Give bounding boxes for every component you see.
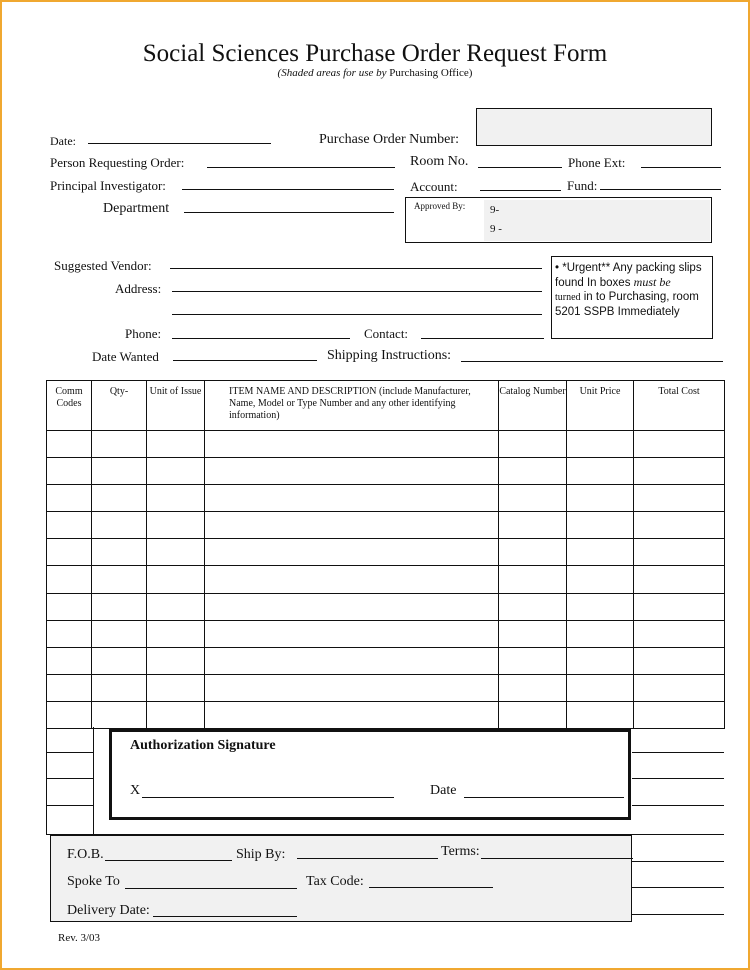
table-row [47,620,725,647]
table-row [47,674,725,701]
lower-row-line [632,778,724,779]
table-cell[interactable] [567,620,634,647]
suggested-vendor-label: Suggested Vendor: [54,258,152,273]
table-row [47,458,725,485]
department-field[interactable] [184,212,394,213]
table-cell[interactable] [92,566,147,593]
approved-by-shade[interactable] [484,200,710,241]
table-cell[interactable] [47,701,92,728]
table-cell[interactable] [499,593,567,620]
table-cell[interactable] [147,458,205,485]
signature-field[interactable] [142,797,394,798]
shipping-instructions-label: Shipping Instructions: [327,348,452,363]
col-unit-price: Unit Price [567,381,634,431]
terms-field[interactable] [481,858,633,859]
table-cell[interactable] [147,566,205,593]
table-row [47,593,725,620]
table-cell[interactable] [634,458,725,485]
lower-row-line [632,914,724,915]
table-cell[interactable] [634,431,725,458]
signature-x-label: X [130,783,141,798]
table-row [47,701,725,728]
table-cell[interactable] [92,431,147,458]
fund-field[interactable] [600,189,721,190]
table-cell[interactable] [92,647,147,674]
table-cell[interactable] [499,620,567,647]
table-cell[interactable] [147,674,205,701]
urgent-line-2b: must be [633,275,671,289]
table-cell[interactable] [205,431,499,458]
table-cell[interactable] [147,647,205,674]
table-cell[interactable] [47,512,92,539]
table-cell[interactable] [92,539,147,566]
form-subtitle [0,67,750,79]
signature-date-label: Date [430,783,457,798]
lower-row-line [47,752,93,753]
table-cell[interactable] [634,539,725,566]
table-cell[interactable] [567,431,634,458]
table-cell[interactable] [634,647,725,674]
urgent-line-2 [555,275,709,290]
date-wanted-label: Date Wanted [92,349,159,364]
lower-row-line [632,752,724,753]
table-cell[interactable] [499,539,567,566]
table-cell[interactable] [567,701,634,728]
table-cell[interactable] [634,674,725,701]
col-total-cost: Total Cost [634,381,725,431]
table-cell[interactable] [567,647,634,674]
table-cell[interactable] [147,593,205,620]
table-row [47,512,725,539]
lower-row-line [632,834,724,835]
table-cell[interactable] [205,566,499,593]
phone-field[interactable] [172,338,350,339]
person-requesting-label: Person Requesting Order: [50,155,185,170]
authorization-box [109,729,631,820]
table-cell[interactable] [634,485,725,512]
table-cell[interactable] [205,539,499,566]
authorization-title: Authorization Signature [130,738,276,753]
department-label: Department [103,201,170,216]
terms-label: Terms: [441,844,480,859]
address-field-2[interactable] [172,314,542,315]
table-cell[interactable] [567,593,634,620]
table-cell[interactable] [205,593,499,620]
subtitle-italic: (Shaded areas for use by [277,67,387,79]
table-cell[interactable] [47,458,92,485]
table-cell[interactable] [499,701,567,728]
table-cell[interactable] [567,512,634,539]
fob-label: F.O.B. [67,847,104,862]
table-cell[interactable] [47,647,92,674]
table-cell[interactable] [499,485,567,512]
table-cell[interactable] [92,512,147,539]
urgent-line-3 [555,290,709,305]
approved-by-label: Approved By: [414,201,466,211]
phone-label: Phone: [125,326,162,341]
table-cell[interactable] [634,512,725,539]
po-number-label: Purchase Order Number: [319,132,459,147]
table-cell[interactable] [567,674,634,701]
spoke-to-field[interactable] [125,888,297,889]
lower-row-line [632,861,724,862]
ship-by-field[interactable] [297,858,438,859]
table-cell[interactable] [567,458,634,485]
lower-row-line [47,778,93,779]
revision-label: Rev. 3/03 [58,932,101,944]
form-title: Social Sciences Purchase Order Request Form [142,40,608,67]
table-cell[interactable] [205,674,499,701]
table-cell[interactable] [147,701,205,728]
date-field[interactable] [88,143,271,144]
table-cell[interactable] [634,620,725,647]
table-cell[interactable] [499,566,567,593]
table-row [47,566,725,593]
table-cell[interactable] [205,701,499,728]
table-cell[interactable] [92,485,147,512]
urgent-line-1: • *Urgent** Any packing slips [555,262,702,274]
table-cell[interactable] [147,485,205,512]
person-requesting-field[interactable] [207,167,395,168]
table-cell[interactable] [205,647,499,674]
table-row [47,431,725,458]
account-label: Account: [410,179,458,194]
principal-investigator-field[interactable] [182,189,394,190]
delivery-date-label: Delivery Date: [67,903,150,918]
table-row [47,647,725,674]
address-field-1[interactable] [172,291,542,292]
col-item-description: ITEM NAME AND DESCRIPTION (include Manufacturer, Name, Model or Type Number and any other identifying information) [205,381,499,431]
table-cell[interactable] [499,458,567,485]
table-cell[interactable] [567,566,634,593]
approved-by-box [405,197,712,243]
table-row [47,539,725,566]
table-cell[interactable] [47,431,92,458]
signature-date-field[interactable] [464,797,624,798]
urgent-line-2a: found In boxes [555,277,631,289]
items-table [46,380,725,729]
table-cell[interactable] [205,458,499,485]
table-cell[interactable] [205,485,499,512]
table-header-row [47,381,725,431]
table-cell[interactable] [147,539,205,566]
table-cell[interactable] [92,593,147,620]
contact-label: Contact: [364,326,409,341]
table-cell[interactable] [205,620,499,647]
col-qty: Qty- [92,381,147,431]
room-no-label: Room No. [410,154,469,169]
room-no-field[interactable] [478,167,562,168]
table-cell[interactable] [92,674,147,701]
delivery-date-field[interactable] [153,916,297,917]
tax-code-label: Tax Code: [306,874,364,889]
table-cell[interactable] [47,539,92,566]
approved-line-2: 9 - [490,223,502,235]
table-cell[interactable] [92,620,147,647]
contact-field[interactable] [421,338,544,339]
urgent-line-4: 5201 SSPB Immediately [555,306,680,318]
col-catalog-number: Catalog Number [499,381,567,431]
table-cell[interactable] [47,566,92,593]
urgent-line-3b: in to Purchasing, room [583,291,699,303]
address-label: Address: [115,281,162,296]
urgent-line-3a: turned [555,292,581,303]
lower-row-line [632,805,724,806]
subtitle-rest: Purchasing Office) [389,67,473,79]
date-label: Date: [50,134,76,148]
phone-ext-field[interactable] [641,167,721,168]
table-cell[interactable] [47,674,92,701]
purchasing-office-area [50,835,632,922]
lower-row-line [47,805,93,806]
table-cell[interactable] [147,431,205,458]
table-cell[interactable] [47,593,92,620]
account-field[interactable] [480,190,561,191]
tax-code-field[interactable] [369,887,493,888]
table-cell[interactable] [499,647,567,674]
table-cell[interactable] [92,458,147,485]
suggested-vendor-field[interactable] [170,268,542,269]
lower-row-line [632,887,724,888]
urgent-note-box [551,256,713,339]
approved-line-1: 9- [490,204,500,216]
table-cell[interactable] [499,512,567,539]
table-cell[interactable] [634,593,725,620]
fund-label: Fund: [567,178,598,193]
table-cell[interactable] [634,701,725,728]
table-cell[interactable] [47,620,92,647]
date-wanted-field[interactable] [173,360,317,361]
col-comm-codes: Comm Codes [47,381,92,431]
table-cell[interactable] [205,512,499,539]
table-cell[interactable] [499,674,567,701]
total-cost-lower-column [632,727,724,922]
phone-ext-label: Phone Ext: [568,155,626,170]
table-cell[interactable] [499,431,567,458]
table-cell[interactable] [634,566,725,593]
fob-field[interactable] [105,860,232,861]
table-row [47,485,725,512]
col-unit-of-issue: Unit of Issue [147,381,205,431]
table-cell[interactable] [567,485,634,512]
ship-by-label: Ship By: [236,847,286,862]
spoke-to-label: Spoke To [67,874,120,889]
table-cell[interactable] [92,701,147,728]
table-cell[interactable] [47,485,92,512]
table-cell[interactable] [147,512,205,539]
po-number-box[interactable] [476,108,712,146]
principal-investigator-label: Principal Investigator: [50,178,166,193]
shipping-instructions-field[interactable] [461,361,723,362]
table-cell[interactable] [567,539,634,566]
table-cell[interactable] [147,620,205,647]
comm-codes-lower-column [46,727,94,835]
